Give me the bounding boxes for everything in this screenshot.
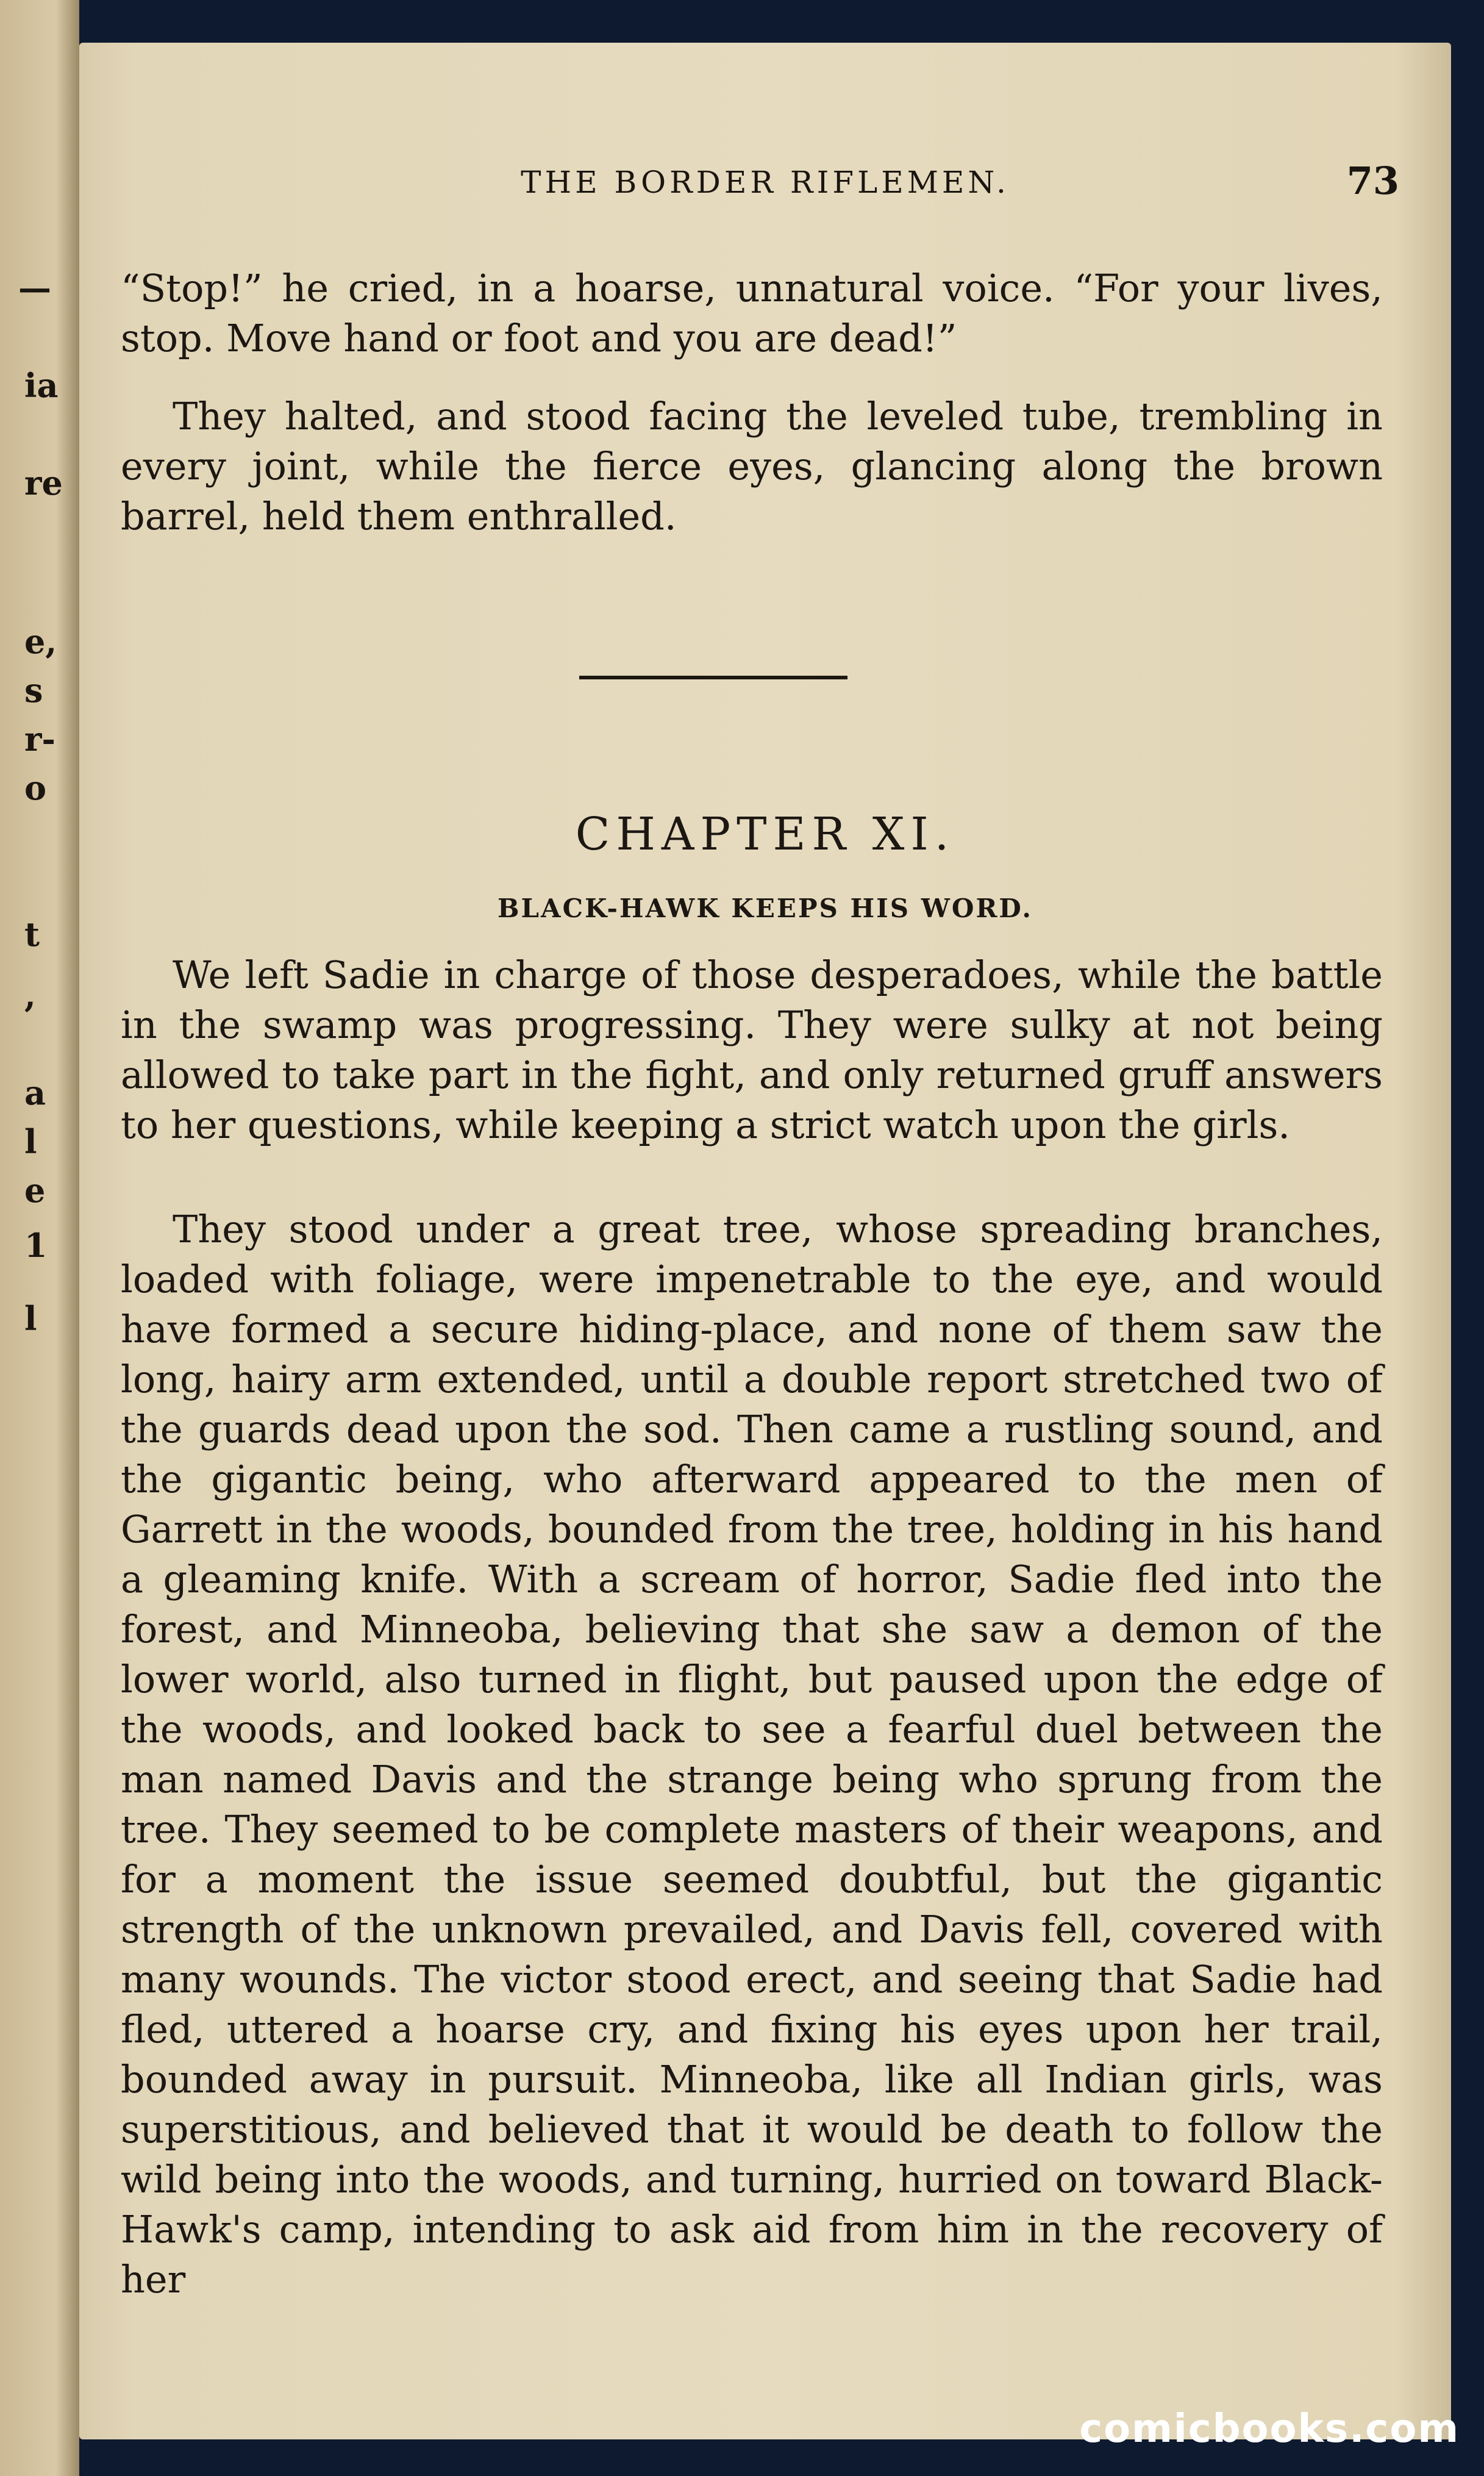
paragraph-chapter-opening: We left Sadie in charge of those desperadoes, while the battle in the swamp was progressing. They were sulky at not being allowed to take part in the fight, and only returned gruff answers to her questions, while keeping a strict watch upon the girls. (121, 953, 1383, 1147)
facing-page-fragment: re (24, 463, 63, 503)
facing-page-fragment: e, (24, 622, 57, 661)
facing-page-fragment: s (24, 671, 43, 710)
paragraph-stop-cry: “Stop!” he cried, in a hoarse, unnatural voice. “For your lives, stop. Move hand or foot and you are dead!” (121, 266, 1383, 360)
facing-page-fragment: l (24, 1299, 37, 1338)
paragraph-great-tree: They stood under a great tree, whose spreading branches, loaded with foliage, were impenetrable to the eye, and would have formed a secure hiding-place, and none of them saw the long, hairy arm extended, until a double report stretched two of the guards dead upon the sod. Then came a rustling sound, and the gigantic being, who afterward appeared to the men of Garrett in the woods, bounded from the tree, holding in his hand a gleaming knife. With a scream of horror, Sadie fled into the forest, and Minneoba, believing that she saw a demon of the lower world, also turned in flight, but paused upon the edge of the woods, and looked back to see a fearful duel between the man named Davis and the strange being who sprung from the tree. They seemed to be complete masters of their weapons, and for a moment the issue seemed doubtful, but the gigantic strength of the unknown prevailed, and Davis fell, covered with many wounds. The victor stood erect, and seeing that Sadie had fled, uttered a hoarse cry, and fixing his eyes upon her trail, bounded away in pursuit. Minneoba, like all Indian girls, was superstitious, and believed that it would be death to follow the wild being into the woods, and turning, hurried on toward Black-Hawk's camp, intending to ask aid from him in the recovery of her (121, 1207, 1383, 2302)
facing-page-fragment: — (18, 268, 51, 307)
book-page (79, 43, 1451, 2439)
facing-page-fragment: ia (24, 366, 59, 405)
facing-page-fragment: a (24, 1073, 46, 1112)
chapter-subtitle: BLACK-HAWK KEEPS HIS WORD. (498, 893, 1033, 923)
running-head: THE BORDER RIFLEMEN. (521, 165, 1010, 200)
chapter-title: CHAPTER XI. (575, 808, 955, 861)
facing-page-fragment: e (24, 1171, 46, 1210)
section-divider (579, 676, 847, 679)
facing-page-fragment: o (24, 768, 47, 807)
facing-page-fragment: l (24, 1122, 37, 1161)
watermark: comicbooks.com (1079, 2406, 1460, 2452)
paragraph-halted: They halted, and stood facing the leveled tube, trembling in every joint, while the fierce eyes, glancing along the brown barrel, held them enthralled. (121, 394, 1383, 538)
facing-page-fragment: r- (24, 720, 55, 759)
facing-page-fragment: 1 (24, 1226, 48, 1265)
facing-page-fragment: , (24, 976, 36, 1015)
facing-page-edge (0, 0, 79, 2476)
page-number: 73 (1346, 159, 1399, 203)
facing-page-fragment: t (24, 915, 40, 954)
